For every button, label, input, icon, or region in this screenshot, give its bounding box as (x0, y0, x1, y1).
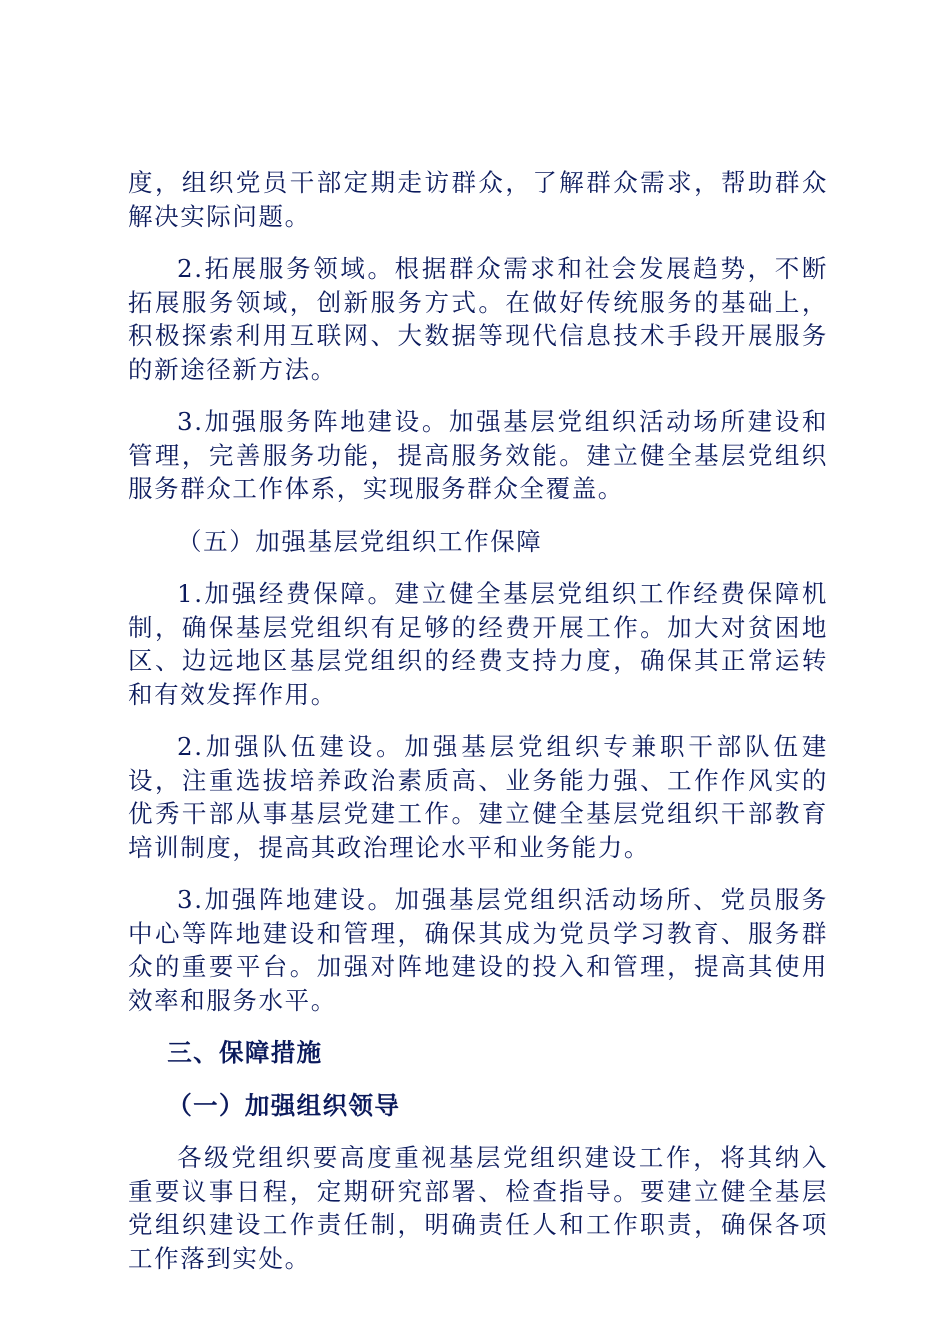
paragraph-continued: 度，组织党员干部定期走访群众，了解群众需求，帮助群众解决实际问题。 (128, 168, 828, 231)
paragraph-service-venue-construction: 3.加强服务阵地建设。加强基层党组织活动场所建设和管理，完善服务功能，提高服务效能。建立健全基层党组织服务群众工作体系，实现服务群众全覆盖。 (128, 407, 828, 503)
section-heading-safeguard-measures: 三、保障措施 (167, 1038, 323, 1067)
paragraph-leadership-responsibility: 各级党组织要高度重视基层党组织建设工作，将其纳入重要议事日程，定期研究部署、检查指导。要建立健全基层党组织建设工作责任制，明确责任人和工作职责，确保各项工作落到实处。 (128, 1143, 828, 1273)
paragraph-expand-service-areas: 2.拓展服务领域。根据群众需求和社会发展趋势，不断拓展服务领域，创新服务方式。在做好传统服务的基础上，积极探索利用互联网、大数据等现代信息技术手段开展服务的新途径新方法。 (128, 254, 828, 384)
paragraph-funding-guarantee: 1.加强经费保障。建立健全基层党组织工作经费保障机制，确保基层党组织有足够的经费开展工作。加大对贫困地区、边远地区基层党组织的经费支持力度，确保其正常运转和有效发挥作用。 (128, 579, 828, 709)
section-heading-organizational-leadership: （一）加强组织领导 (167, 1090, 401, 1120)
document-page (128, 166, 828, 1294)
paragraph-team-building: 2.加强队伍建设。加强基层党组织专兼职干部队伍建设，注重选拔培养政治素质高、业务能力强、工作作风实的优秀干部从事基层党建工作。建立健全基层党组织干部教育培训制度，提高其政治理论水平和业务能力。 (128, 732, 828, 862)
paragraph-venue-building: 3.加强阵地建设。加强基层党组织活动场所、党员服务中心等阵地建设和管理，确保其成为党员学习教育、服务群众的重要平台。加强对阵地建设的投入和管理，提高其使用效率和服务水平。 (128, 885, 828, 1015)
section-subheading-work-guarantee: （五）加强基层党组织工作保障 (177, 526, 543, 556)
